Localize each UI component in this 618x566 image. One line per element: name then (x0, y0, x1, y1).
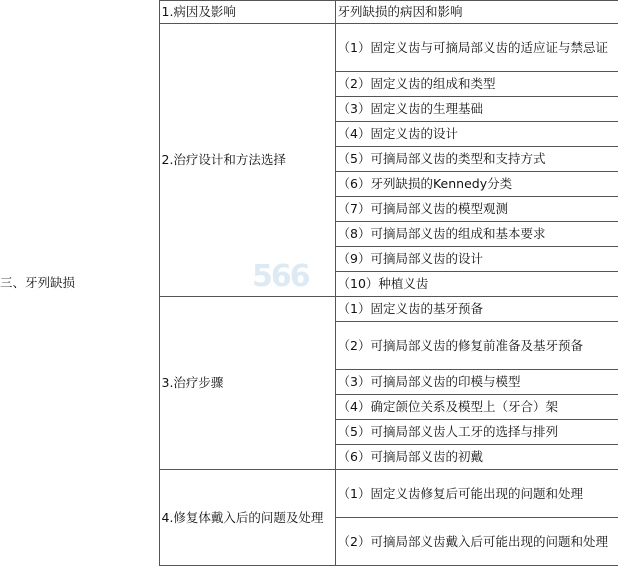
unit-item: （5）可摘局部义齿人工牙的选择与排列 (335, 420, 618, 445)
table-row (0, 1, 618, 24)
unit-item: （1）固定义齿的基牙预备 (335, 297, 618, 322)
unit-item: （1）固定义齿与可摘局部义齿的适应证与禁忌证 (335, 24, 618, 72)
section-title: 三、牙列缺损 (0, 1, 159, 566)
unit-item: （5）可摘局部义齿的类型和支持方式 (335, 147, 618, 172)
unit-item: （4）确定颌位关系及模型上（牙合）架 (335, 395, 618, 420)
unit-title: 1.病因及影响 (159, 1, 335, 24)
unit-item: （6）牙列缺损的Kennedy分类 (335, 172, 618, 197)
unit-item: （8）可摘局部义齿的组成和基本要求 (335, 222, 618, 247)
unit-item: 牙列缺损的病因和影响 (335, 1, 618, 24)
unit-item: （2）固定义齿的组成和类型 (335, 72, 618, 97)
watermark-logo: 566 (252, 259, 309, 294)
unit-title: 4.修复体戴入后的问题及处理 (159, 470, 335, 566)
unit-item: （9）可摘局部义齿的设计 (335, 247, 618, 272)
unit-item: （3）可摘局部义齿的印模与模型 (335, 370, 618, 395)
unit-title: 2.治疗设计和方法选择 (159, 24, 335, 297)
unit-item: （6）可摘局部义齿的初戴 (335, 445, 618, 470)
unit-title: 3.治疗步骤 (159, 297, 335, 470)
unit-item: （2）可摘局部义齿的修复前准备及基牙预备 (335, 322, 618, 370)
unit-item: （4）固定义齿的设计 (335, 122, 618, 147)
unit-item: （7）可摘局部义齿的模型观测 (335, 197, 618, 222)
unit-item: （2）可摘局部义齿戴入后可能出现的问题和处理 (335, 518, 618, 566)
unit-item: （1）固定义齿修复后可能出现的问题和处理 (335, 470, 618, 518)
unit-item: （3）固定义齿的生理基础 (335, 97, 618, 122)
unit-item: （10）种植义齿 (335, 272, 618, 297)
